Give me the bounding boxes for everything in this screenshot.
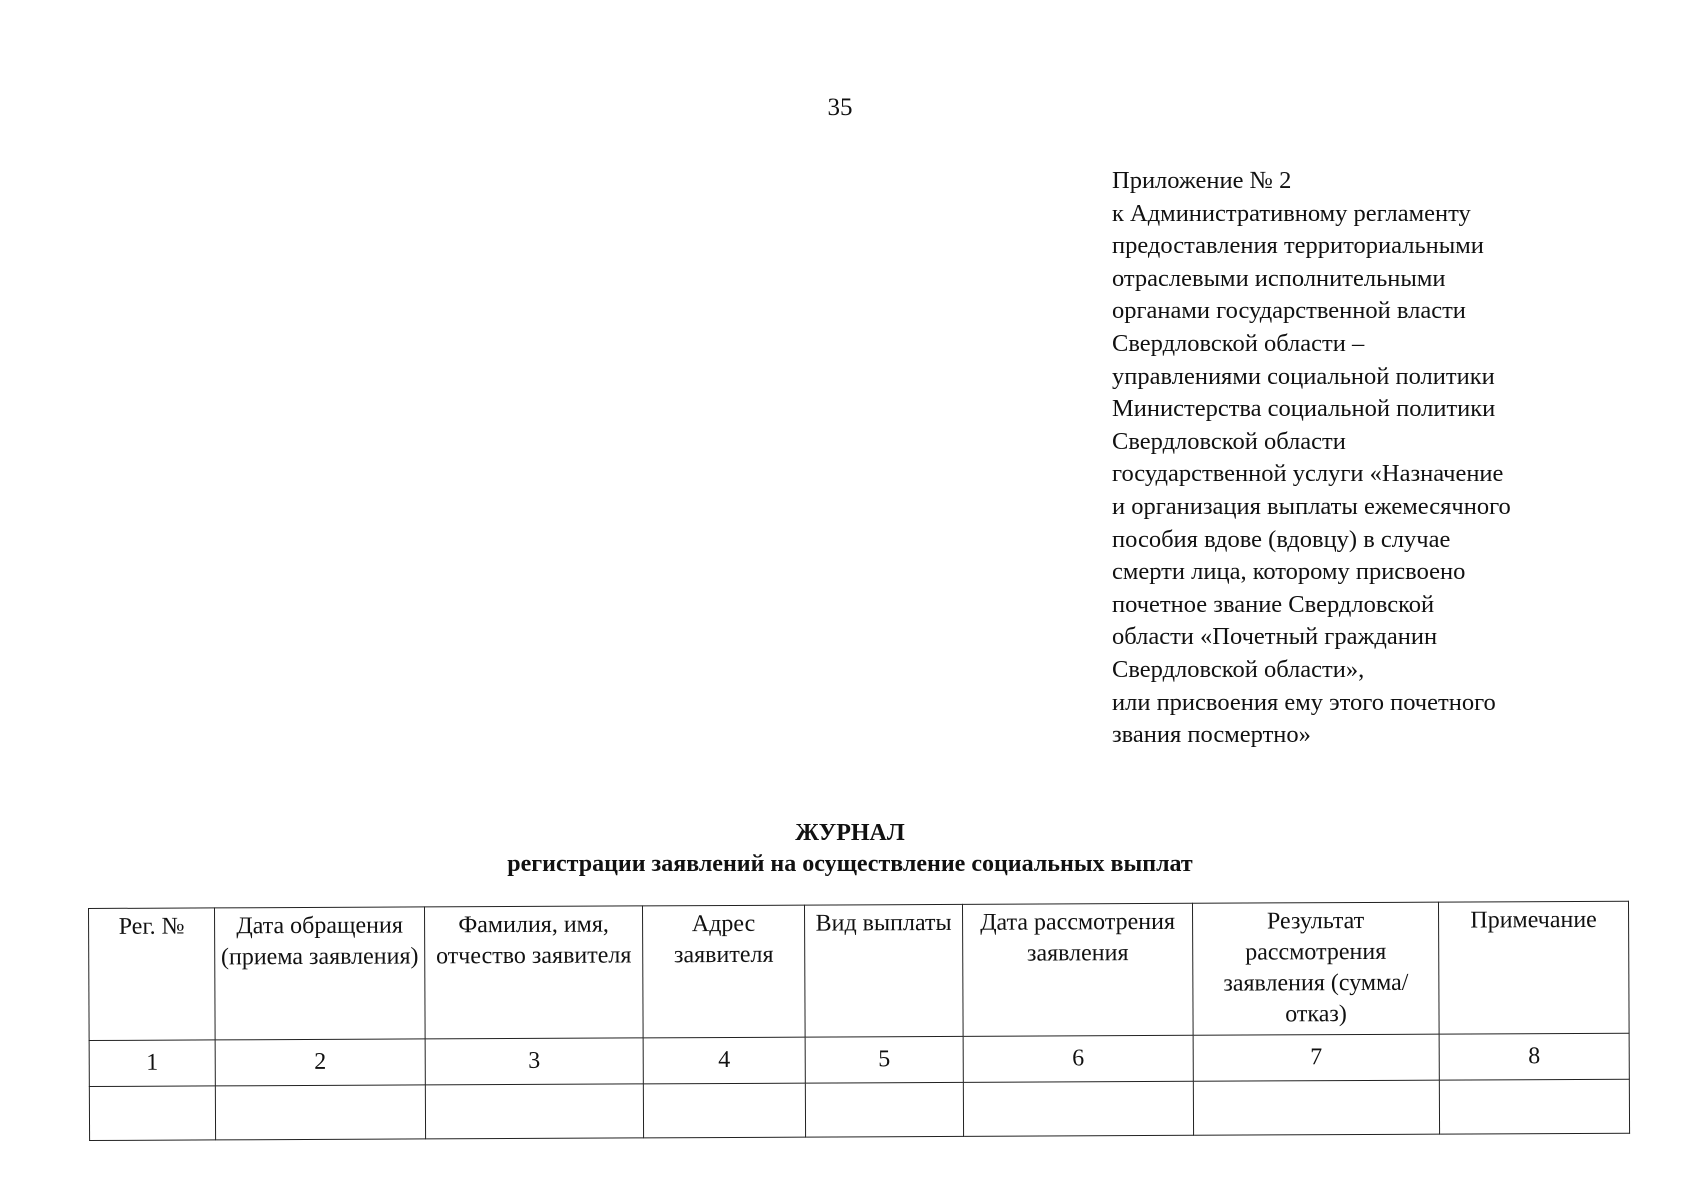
column-number-row (89, 1033, 1629, 1086)
appendix-line: смерти лица, которому присвоено (1112, 558, 1466, 586)
appendix-line: почетное звание Свердловской (1112, 590, 1435, 618)
appendix-block (1112, 165, 1602, 752)
appendix-line: органами государственной власти (1112, 297, 1466, 325)
page-number: 35 (827, 94, 853, 121)
column-header: Вид выплаты (804, 904, 963, 1037)
appendix-line: Министерства социальной политики (1112, 395, 1496, 423)
appendix-line: или присвоения ему этого почетного (1112, 688, 1496, 716)
table-row (89, 1079, 1629, 1140)
column-number: 4 (643, 1037, 805, 1084)
column-header: Результат рассмотрения заявления (сумма/отказ) (1192, 902, 1439, 1035)
appendix-line: области «Почетный гражданин (1112, 623, 1438, 651)
table-cell (963, 1081, 1193, 1136)
column-header: Дата обращения (приема заявления) (215, 907, 426, 1040)
appendix-line: отраслевыми исполнительными (1112, 264, 1446, 292)
appendix-line: предоставления территориальными (1112, 232, 1484, 260)
table-header-row (89, 901, 1630, 1040)
appendix-line: пособия вдове (вдовцу) в случае (1112, 525, 1451, 553)
appendix-line: Свердловской области (1112, 427, 1346, 455)
appendix-line: Приложение № 2 (1112, 167, 1292, 194)
appendix-line: Свердловской области – (1112, 329, 1365, 357)
column-header: Фамилия, имя, отчество заявителя (424, 906, 643, 1039)
table-cell (89, 1086, 215, 1141)
table-cell (643, 1083, 805, 1138)
appendix-line: управлениями социальной политики (1112, 362, 1495, 390)
column-header: Дата рассмотрения заявления (962, 903, 1193, 1036)
column-number: 6 (963, 1035, 1193, 1082)
appendix-line: и организация выплаты ежемесячного (1112, 492, 1511, 520)
appendix-line: к Административному регламенту (1112, 199, 1471, 227)
table-cell (1193, 1080, 1439, 1135)
journal-subtitle: регистрации заявлений на осуществление социальных выплат (507, 851, 1193, 877)
column-number: 5 (805, 1036, 963, 1083)
column-header: Адрес заявителя (642, 905, 805, 1038)
table-cell (805, 1082, 963, 1137)
column-number: 1 (89, 1040, 215, 1087)
journal-title: ЖУРНАЛ (795, 820, 905, 846)
table-cell (425, 1084, 643, 1139)
column-number: 2 (215, 1039, 425, 1086)
appendix-line: Свердловской области», (1112, 655, 1365, 683)
column-number: 8 (1439, 1033, 1629, 1080)
column-header: Рег. № (89, 908, 216, 1041)
table-cell (1439, 1079, 1629, 1134)
registration-table (88, 901, 1630, 1141)
column-number: 3 (425, 1038, 643, 1085)
appendix-line: звания посмертно» (1112, 721, 1311, 749)
table-cell (215, 1085, 425, 1140)
column-header: Примечание (1438, 901, 1629, 1034)
column-number: 7 (1193, 1034, 1439, 1081)
appendix-line: государственной услуги «Назначение (1112, 460, 1504, 488)
